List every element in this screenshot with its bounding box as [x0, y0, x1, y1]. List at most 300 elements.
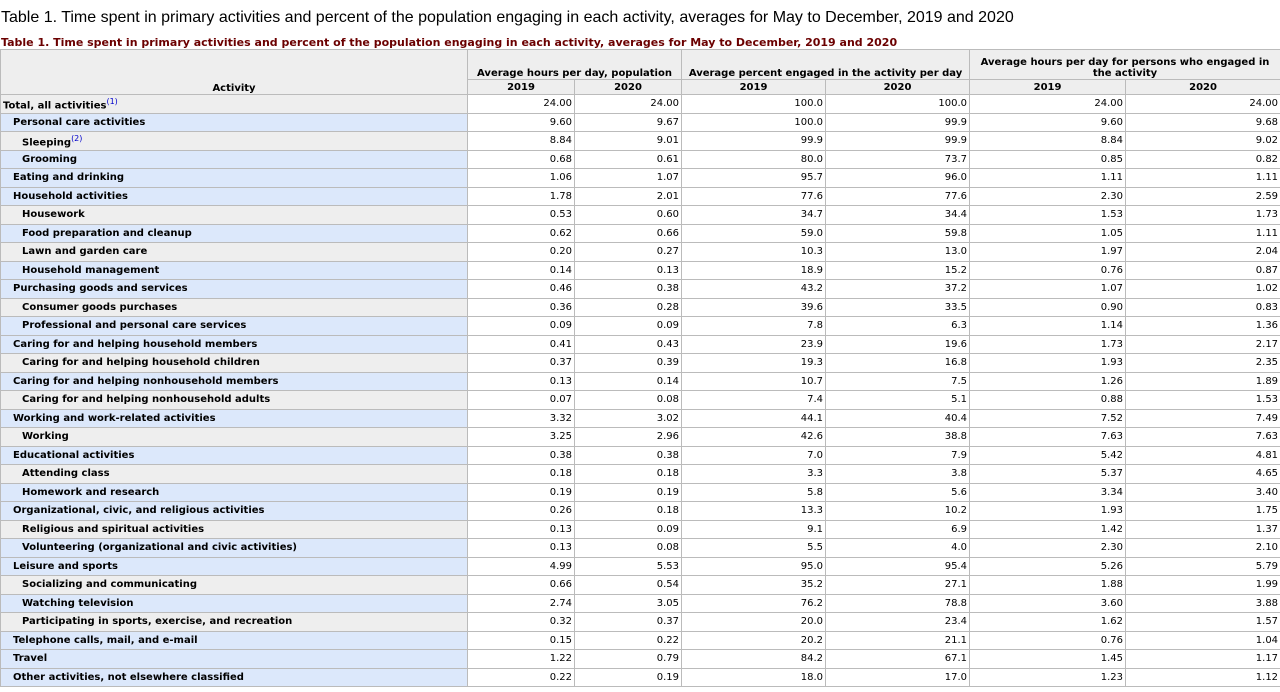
value-cell: 24.00	[1126, 95, 1280, 114]
value-cell: 5.37	[970, 465, 1126, 484]
value-cell: 76.2	[682, 594, 826, 613]
value-cell: 4.81	[1126, 446, 1280, 465]
value-cell: 2.59	[1126, 187, 1280, 206]
activity-column-header: Activity	[1, 50, 468, 95]
activity-name: Caring for and helping household children	[22, 357, 260, 369]
value-cell: 0.26	[468, 502, 575, 521]
value-cell: 9.67	[575, 113, 682, 132]
value-cell: 77.6	[682, 187, 826, 206]
activity-label	[1, 95, 468, 114]
value-cell: 1.99	[1126, 576, 1280, 595]
table-row	[1, 113, 1280, 132]
table-row	[1, 502, 1280, 521]
activity-name: Lawn and garden care	[22, 246, 148, 258]
value-cell: 0.68	[468, 150, 575, 169]
value-cell: 1.07	[970, 280, 1126, 299]
value-cell: 0.61	[575, 150, 682, 169]
value-cell: 0.46	[468, 280, 575, 299]
value-cell: 80.0	[682, 150, 826, 169]
activity-label	[1, 187, 468, 206]
activity-label	[1, 668, 468, 687]
activity-label	[1, 483, 468, 502]
value-cell: 78.8	[826, 594, 970, 613]
value-cell: 2.96	[575, 428, 682, 447]
value-cell: 5.1	[826, 391, 970, 410]
value-cell: 1.22	[468, 650, 575, 669]
value-cell: 2.01	[575, 187, 682, 206]
activity-label	[1, 465, 468, 484]
activity-label	[1, 354, 468, 373]
value-cell: 5.79	[1126, 557, 1280, 576]
value-cell: 7.5	[826, 372, 970, 391]
value-cell: 3.34	[970, 483, 1126, 502]
activity-label	[1, 298, 468, 317]
value-cell: 3.3	[682, 465, 826, 484]
value-cell: 10.2	[826, 502, 970, 521]
value-cell: 0.28	[575, 298, 682, 317]
activity-name: Working	[22, 431, 69, 443]
value-cell: 40.4	[826, 409, 970, 428]
activity-name: Purchasing goods and services	[13, 283, 188, 295]
value-cell: 3.25	[468, 428, 575, 447]
value-cell: 0.18	[575, 465, 682, 484]
value-cell: 99.9	[682, 132, 826, 151]
value-cell: 0.38	[575, 280, 682, 299]
value-cell: 0.18	[575, 502, 682, 521]
group-header-percent-engaged: Average percent engaged in the activity per day	[682, 50, 970, 80]
value-cell: 0.36	[468, 298, 575, 317]
value-cell: 0.82	[1126, 150, 1280, 169]
activity-name: Household activities	[13, 190, 128, 202]
value-cell: 24.00	[970, 95, 1126, 114]
value-cell: 1.26	[970, 372, 1126, 391]
value-cell: 1.89	[1126, 372, 1280, 391]
footnote-link[interactable]: (2)	[71, 133, 83, 143]
value-cell: 67.1	[826, 650, 970, 669]
table-row	[1, 298, 1280, 317]
value-cell: 0.13	[468, 372, 575, 391]
value-cell: 34.4	[826, 206, 970, 225]
activity-label	[1, 539, 468, 558]
value-cell: 0.38	[575, 446, 682, 465]
activity-name: Religious and spiritual activities	[22, 523, 205, 535]
table-row	[1, 372, 1280, 391]
table-row	[1, 335, 1280, 354]
value-cell: 7.52	[970, 409, 1126, 428]
activity-name: Eating and drinking	[13, 172, 125, 184]
value-cell: 7.49	[1126, 409, 1280, 428]
value-cell: 2.17	[1126, 335, 1280, 354]
value-cell: 3.02	[575, 409, 682, 428]
value-cell: 0.14	[575, 372, 682, 391]
value-cell: 18.9	[682, 261, 826, 280]
table-row	[1, 465, 1280, 484]
value-cell: 4.65	[1126, 465, 1280, 484]
table-row	[1, 169, 1280, 188]
value-cell: 0.19	[575, 668, 682, 687]
value-cell: 21.1	[826, 631, 970, 650]
year-header: 2020	[575, 80, 682, 95]
value-cell: 2.74	[468, 594, 575, 613]
value-cell: 0.41	[468, 335, 575, 354]
activity-name: Watching television	[22, 597, 134, 609]
value-cell: 2.30	[970, 187, 1126, 206]
value-cell: 0.66	[468, 576, 575, 595]
activity-name: Telephone calls, mail, and e-mail	[13, 634, 198, 646]
value-cell: 23.9	[682, 335, 826, 354]
value-cell: 0.20	[468, 243, 575, 262]
value-cell: 1.11	[1126, 224, 1280, 243]
table-row	[1, 391, 1280, 410]
value-cell: 3.8	[826, 465, 970, 484]
value-cell: 0.90	[970, 298, 1126, 317]
value-cell: 1.11	[970, 169, 1126, 188]
value-cell: 42.6	[682, 428, 826, 447]
activity-label	[1, 631, 468, 650]
year-header: 2019	[970, 80, 1126, 95]
activity-label	[1, 446, 468, 465]
table-row	[1, 668, 1280, 687]
activity-label	[1, 261, 468, 280]
value-cell: 8.84	[970, 132, 1126, 151]
table-row	[1, 446, 1280, 465]
value-cell: 3.60	[970, 594, 1126, 613]
value-cell: 9.68	[1126, 113, 1280, 132]
value-cell: 35.2	[682, 576, 826, 595]
value-cell: 0.85	[970, 150, 1126, 169]
value-cell: 1.17	[1126, 650, 1280, 669]
value-cell: 1.02	[1126, 280, 1280, 299]
activity-label	[1, 243, 468, 262]
table-row	[1, 428, 1280, 447]
value-cell: 1.12	[1126, 668, 1280, 687]
activity-name: Caring for and helping nonhousehold members	[13, 375, 279, 387]
value-cell: 5.26	[970, 557, 1126, 576]
activity-label	[1, 335, 468, 354]
value-cell: 1.37	[1126, 520, 1280, 539]
value-cell: 0.43	[575, 335, 682, 354]
value-cell: 95.4	[826, 557, 970, 576]
value-cell: 1.04	[1126, 631, 1280, 650]
year-header: 2020	[1126, 80, 1280, 95]
value-cell: 3.05	[575, 594, 682, 613]
activity-label	[1, 113, 468, 132]
table-row	[1, 650, 1280, 669]
table-row	[1, 576, 1280, 595]
value-cell: 0.38	[468, 446, 575, 465]
value-cell: 0.83	[1126, 298, 1280, 317]
table-row	[1, 261, 1280, 280]
value-cell: 37.2	[826, 280, 970, 299]
footnote-link[interactable]: (1)	[106, 96, 118, 106]
value-cell: 1.05	[970, 224, 1126, 243]
table-row	[1, 354, 1280, 373]
value-cell: 99.9	[826, 132, 970, 151]
activity-name: Grooming	[22, 153, 78, 165]
value-cell: 0.09	[575, 317, 682, 336]
value-cell: 10.3	[682, 243, 826, 262]
value-cell: 1.53	[1126, 391, 1280, 410]
activity-label	[1, 317, 468, 336]
table-row	[1, 613, 1280, 632]
value-cell: 0.19	[468, 483, 575, 502]
value-cell: 8.84	[468, 132, 575, 151]
value-cell: 1.45	[970, 650, 1126, 669]
activity-name: Consumer goods purchases	[22, 301, 178, 313]
value-cell: 0.79	[575, 650, 682, 669]
table-row	[1, 317, 1280, 336]
activity-name: Participating in sports, exercise, and recreation	[22, 616, 293, 628]
value-cell: 0.54	[575, 576, 682, 595]
activity-label	[1, 132, 468, 151]
value-cell: 5.5	[682, 539, 826, 558]
activity-label	[1, 150, 468, 169]
activity-name: Sleeping	[22, 136, 72, 148]
activity-name: Organizational, civic, and religious activities	[13, 505, 265, 517]
value-cell: 0.27	[575, 243, 682, 262]
value-cell: 0.13	[575, 261, 682, 280]
value-cell: 0.66	[575, 224, 682, 243]
value-cell: 34.7	[682, 206, 826, 225]
activity-label	[1, 169, 468, 188]
value-cell: 9.60	[970, 113, 1126, 132]
value-cell: 6.9	[826, 520, 970, 539]
activity-label	[1, 372, 468, 391]
activity-name: Other activities, not elsewhere classified	[13, 671, 244, 683]
value-cell: 6.3	[826, 317, 970, 336]
value-cell: 0.09	[575, 520, 682, 539]
value-cell: 0.76	[970, 261, 1126, 280]
value-cell: 9.01	[575, 132, 682, 151]
value-cell: 1.88	[970, 576, 1126, 595]
value-cell: 33.5	[826, 298, 970, 317]
value-cell: 96.0	[826, 169, 970, 188]
table-row	[1, 95, 1280, 114]
value-cell: 43.2	[682, 280, 826, 299]
activity-label	[1, 520, 468, 539]
value-cell: 0.60	[575, 206, 682, 225]
value-cell: 5.8	[682, 483, 826, 502]
value-cell: 0.22	[575, 631, 682, 650]
activity-label	[1, 224, 468, 243]
value-cell: 0.32	[468, 613, 575, 632]
activity-name: Total, all activities	[3, 99, 107, 111]
value-cell: 2.30	[970, 539, 1126, 558]
table-row	[1, 539, 1280, 558]
value-cell: 7.9	[826, 446, 970, 465]
activity-name: Socializing and communicating	[22, 579, 198, 591]
value-cell: 4.99	[468, 557, 575, 576]
value-cell: 20.2	[682, 631, 826, 650]
value-cell: 9.60	[468, 113, 575, 132]
value-cell: 4.0	[826, 539, 970, 558]
activity-label	[1, 576, 468, 595]
activity-label	[1, 428, 468, 447]
value-cell: 59.8	[826, 224, 970, 243]
value-cell: 1.23	[970, 668, 1126, 687]
value-cell: 3.32	[468, 409, 575, 428]
table-row	[1, 132, 1280, 151]
value-cell: 1.06	[468, 169, 575, 188]
value-cell: 1.73	[1126, 206, 1280, 225]
value-cell: 100.0	[682, 113, 826, 132]
value-cell: 17.0	[826, 668, 970, 687]
value-cell: 16.8	[826, 354, 970, 373]
value-cell: 1.75	[1126, 502, 1280, 521]
value-cell: 100.0	[826, 95, 970, 114]
activity-name: Travel	[13, 653, 48, 665]
table-row	[1, 243, 1280, 262]
value-cell: 10.7	[682, 372, 826, 391]
table-row	[1, 187, 1280, 206]
value-cell: 23.4	[826, 613, 970, 632]
header-group-row	[1, 50, 1280, 80]
activity-name: Housework	[22, 209, 85, 221]
value-cell: 1.07	[575, 169, 682, 188]
value-cell: 19.3	[682, 354, 826, 373]
group-header-hours-engaged: Average hours per day for persons who engaged in the activity	[970, 50, 1280, 80]
value-cell: 0.19	[575, 483, 682, 502]
value-cell: 0.09	[468, 317, 575, 336]
value-cell: 38.8	[826, 428, 970, 447]
value-cell: 0.88	[970, 391, 1126, 410]
table-caption: Table 1. Time spent in primary activities and percent of the population engaging in each activity, averages for May to December, 2019 and 2020	[1, 36, 898, 49]
value-cell: 13.0	[826, 243, 970, 262]
table-row	[1, 206, 1280, 225]
value-cell: 1.14	[970, 317, 1126, 336]
value-cell: 24.00	[468, 95, 575, 114]
value-cell: 84.2	[682, 650, 826, 669]
table-row	[1, 557, 1280, 576]
activity-name: Professional and personal care services	[22, 320, 247, 332]
value-cell: 9.02	[1126, 132, 1280, 151]
value-cell: 0.53	[468, 206, 575, 225]
value-cell: 7.63	[1126, 428, 1280, 447]
value-cell: 0.22	[468, 668, 575, 687]
value-cell: 0.18	[468, 465, 575, 484]
value-cell: 1.53	[970, 206, 1126, 225]
table-row	[1, 631, 1280, 650]
activity-table	[0, 49, 1280, 687]
value-cell: 0.15	[468, 631, 575, 650]
value-cell: 0.37	[575, 613, 682, 632]
value-cell: 2.35	[1126, 354, 1280, 373]
value-cell: 0.08	[575, 539, 682, 558]
value-cell: 1.42	[970, 520, 1126, 539]
value-cell: 18.0	[682, 668, 826, 687]
value-cell: 27.1	[826, 576, 970, 595]
value-cell: 99.9	[826, 113, 970, 132]
value-cell: 0.07	[468, 391, 575, 410]
value-cell: 95.7	[682, 169, 826, 188]
value-cell: 7.0	[682, 446, 826, 465]
activity-label	[1, 650, 468, 669]
value-cell: 9.1	[682, 520, 826, 539]
value-cell: 44.1	[682, 409, 826, 428]
activity-label	[1, 206, 468, 225]
table-row	[1, 224, 1280, 243]
year-header: 2020	[826, 80, 970, 95]
table-row	[1, 409, 1280, 428]
year-header: 2019	[468, 80, 575, 95]
page-heading: Table 1. Time spent in primary activities and percent of the population engaging in each activity, averages for May to December, 2019 and 2020	[1, 9, 1014, 26]
value-cell: 3.88	[1126, 594, 1280, 613]
table-row	[1, 483, 1280, 502]
value-cell: 2.04	[1126, 243, 1280, 262]
value-cell: 1.62	[970, 613, 1126, 632]
table-body	[1, 95, 1280, 687]
table-row	[1, 150, 1280, 169]
activity-name: Educational activities	[13, 449, 135, 461]
table-row	[1, 594, 1280, 613]
value-cell: 1.93	[970, 502, 1126, 521]
value-cell: 5.42	[970, 446, 1126, 465]
activity-label	[1, 594, 468, 613]
value-cell: 1.73	[970, 335, 1126, 354]
activity-name: Working and work-related activities	[13, 412, 216, 424]
value-cell: 1.36	[1126, 317, 1280, 336]
activity-name: Leisure and sports	[13, 560, 118, 572]
value-cell: 0.62	[468, 224, 575, 243]
table-row	[1, 520, 1280, 539]
value-cell: 0.14	[468, 261, 575, 280]
activity-name: Volunteering (organizational and civic activities)	[22, 542, 297, 554]
value-cell: 77.6	[826, 187, 970, 206]
activity-label	[1, 502, 468, 521]
value-cell: 59.0	[682, 224, 826, 243]
activity-name: Homework and research	[22, 486, 160, 498]
activity-label	[1, 280, 468, 299]
activity-name: Food preparation and cleanup	[22, 227, 192, 239]
value-cell: 73.7	[826, 150, 970, 169]
value-cell: 3.40	[1126, 483, 1280, 502]
activity-name: Household management	[22, 264, 160, 276]
value-cell: 0.87	[1126, 261, 1280, 280]
activity-label	[1, 557, 468, 576]
activity-name: Caring for and helping nonhousehold adults	[22, 394, 271, 406]
value-cell: 1.11	[1126, 169, 1280, 188]
value-cell: 1.97	[970, 243, 1126, 262]
value-cell: 39.6	[682, 298, 826, 317]
value-cell: 5.6	[826, 483, 970, 502]
value-cell: 15.2	[826, 261, 970, 280]
value-cell: 24.00	[575, 95, 682, 114]
value-cell: 0.13	[468, 539, 575, 558]
value-cell: 5.53	[575, 557, 682, 576]
value-cell: 1.78	[468, 187, 575, 206]
group-header-avg-hours-population: Average hours per day, population	[468, 50, 682, 80]
activity-name: Attending class	[22, 468, 110, 480]
activity-label	[1, 613, 468, 632]
value-cell: 100.0	[682, 95, 826, 114]
value-cell: 95.0	[682, 557, 826, 576]
value-cell: 7.63	[970, 428, 1126, 447]
value-cell: 7.8	[682, 317, 826, 336]
value-cell: 2.10	[1126, 539, 1280, 558]
activity-name: Personal care activities	[13, 116, 146, 128]
value-cell: 0.37	[468, 354, 575, 373]
value-cell: 0.08	[575, 391, 682, 410]
value-cell: 0.39	[575, 354, 682, 373]
value-cell: 0.13	[468, 520, 575, 539]
year-header: 2019	[682, 80, 826, 95]
activity-label	[1, 391, 468, 410]
value-cell: 13.3	[682, 502, 826, 521]
value-cell: 1.93	[970, 354, 1126, 373]
activity-name: Caring for and helping household members	[13, 338, 258, 350]
table-row	[1, 280, 1280, 299]
activity-label	[1, 409, 468, 428]
